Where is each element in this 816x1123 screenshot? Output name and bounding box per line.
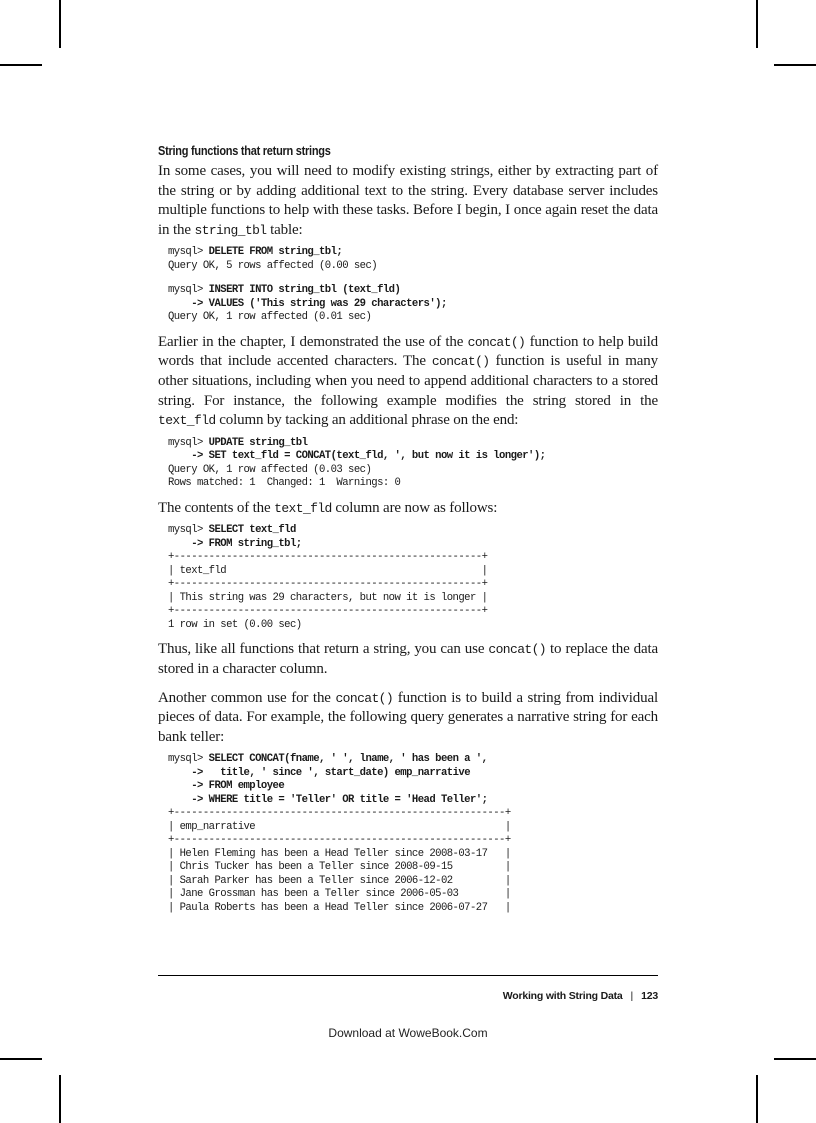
paragraph-concat-intro: Earlier in the chapter, I demonstrated the use of the concat() function to help build words that include accented characters. The concat() function is useful in many other situations, including when you need to append additional characters to a stored string. For instance, the following example modifies the string stored in the text_fld column by tacking an additional phrase on the end: [158,333,659,429]
inline-code-concat: concat() [335,690,394,706]
code-line: Rows matched: 1 Changed: 1 Warnings: 0 [168,477,401,490]
code-line: -> VALUES ('This string was 29 characters'); [168,297,447,310]
inline-code-concat: concat() [488,642,547,658]
paragraph-intro-end: table: [266,221,303,238]
code-line: 1 row in set (0.00 sec) [168,618,302,631]
table-row: | Paula Roberts has been a Head Teller since 2006-07-27 | [168,901,511,914]
table-border: +---------------------------------------------------------+ [168,834,511,847]
crop-mark-bottom-right-horizontal [774,1058,816,1060]
code-line: -> FROM string_tbl; [168,537,302,550]
table-header: | emp_narrative | [168,820,511,833]
code-line: mysql> SELECT CONCAT(fname, ' ', lname, ' has been a ', [168,753,488,766]
crop-mark-bottom-left-vertical [59,1075,61,1123]
footer-section-title: Working with String Data [502,990,623,1002]
table-row: | This string was 29 characters, but now it is longer | [168,591,488,604]
crop-mark-top-left-vertical [59,0,61,48]
code-line: -> title, ' since ', start_date) emp_narrative [168,766,470,779]
download-credit: Download at WoweBook.Com [328,1026,488,1040]
paragraph-intro [158,162,658,240]
code-line: -> FROM employee [168,780,285,793]
code-line: Query OK, 1 row affected (0.03 sec) [168,463,372,476]
table-header: | text_fld | [168,564,488,577]
crop-mark-bottom-left-horizontal [0,1058,42,1060]
crop-mark-top-left-horizontal [0,64,42,66]
section-subheading: String functions that return strings [158,144,331,158]
code-block-select [168,524,658,632]
code-line: mysql> SELECT text_fld [168,524,296,537]
code-block-update [168,437,658,491]
code-line: mysql> INSERT INTO string_tbl (text_fld) [168,284,401,297]
table-row: | Helen Fleming has been a Head Teller since 2008-03-17 | [168,847,511,860]
inline-code-text-fld: text_fld [158,413,216,429]
table-row: | Chris Tucker has been a Teller since 2008-09-15 | [168,861,511,874]
code-block-reset [168,246,658,325]
crop-mark-bottom-right-vertical [756,1075,758,1123]
table-border: +-----------------------------------------------------+ [168,551,488,564]
table-border: +-----------------------------------------------------+ [168,605,488,618]
crop-mark-top-right-horizontal [774,64,816,66]
code-line: mysql> UPDATE string_tbl [168,436,308,449]
crop-mark-top-right-vertical [756,0,758,48]
table-border: +-----------------------------------------------------+ [168,578,488,591]
footer-separator: | [630,990,634,1002]
page-number: 123 [641,990,658,1002]
code-line: -> WHERE title = 'Teller' OR title = 'Head Teller'; [168,793,488,806]
inline-code-concat: concat() [467,334,526,350]
page-footer [503,990,658,1002]
code-line: Query OK, 1 row affected (0.01 sec) [168,311,372,324]
table-row: | Jane Grossman has been a Teller since 2006-05-03 | [168,888,511,901]
inline-code-string-tbl: string_tbl [194,222,267,238]
paragraph-intro-text: In some cases, you will need to modify existing strings, either by extracting part of the string or by adding additional text to the string. Every database server includes multiple functions to help with these tasks. Before I begin, I once again reset the data in the [158,163,658,238]
footer-rule [158,975,658,976]
code-line: Query OK, 5 rows affected (0.00 sec) [168,259,378,272]
code-line: -> SET text_fld = CONCAT(text_fld, ', but now it is longer'); [168,450,546,463]
code-block-narrative [168,753,658,915]
paragraph-contents: The contents of the text_fld column are now as follows: [158,499,498,516]
paragraph-replace: Thus, like all functions that return a string, you can use concat() to replace the data stored in a character column. [158,641,659,678]
table-border: +---------------------------------------------------------+ [168,807,511,820]
paragraph-narrative: Another common use for the concat() function is to build a string from individual pieces of data. For example, the following query generates a narrative string for each bank teller: [158,689,658,745]
table-row: | Sarah Parker has been a Teller since 2006-12-02 | [168,874,511,887]
code-line: mysql> DELETE FROM string_tbl; [168,246,343,259]
page-content [158,144,658,923]
inline-code-text-fld: text_fld [274,500,332,516]
inline-code-concat: concat() [431,354,490,370]
